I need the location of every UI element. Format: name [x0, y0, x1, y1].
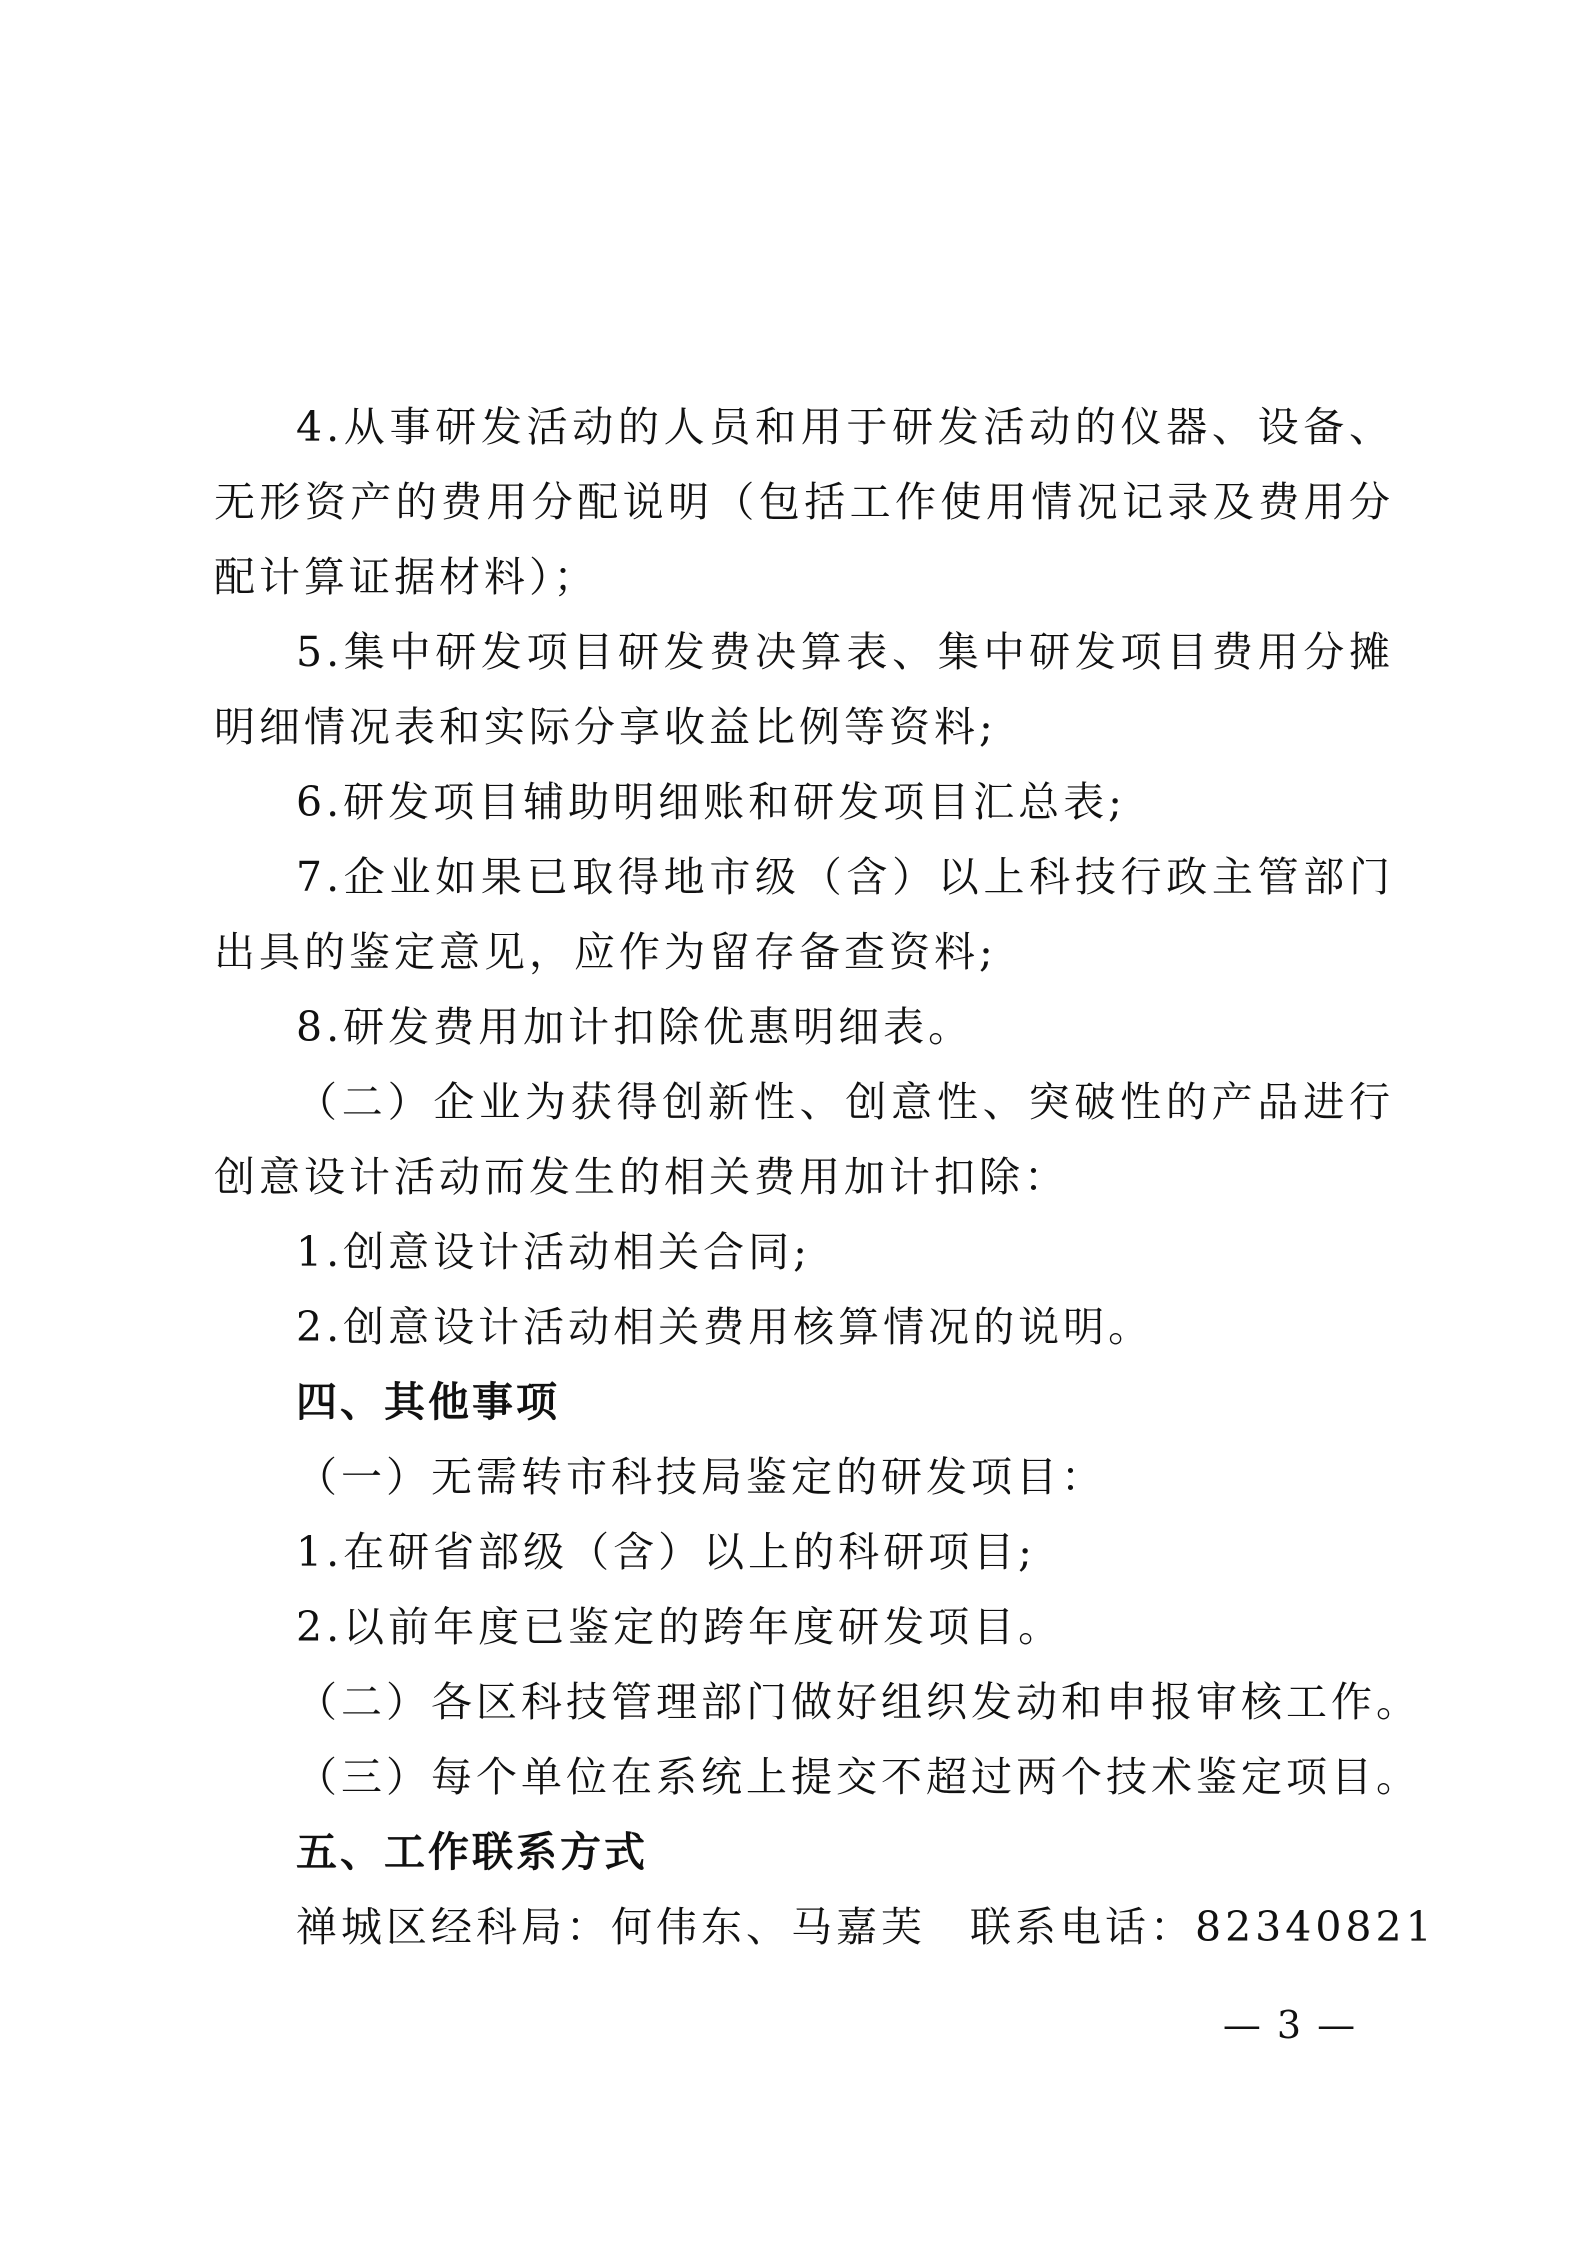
subsection-two: （二）企业为获得创新性、创意性、突破性的产品进行创意设计活动而发生的相关费用加计扣除：: [214, 1078, 1394, 1201]
paragraph-item-6: 6.研发项目辅助明细账和研发项目汇总表;: [296, 778, 1126, 826]
page-number: — 3 —: [1222, 2003, 1358, 2047]
section-four-item-1-1: 1.在研省部级（含）以上的科研项目;: [296, 1528, 1036, 1576]
paragraph-item-7: 7.企业如果已取得地市级（含）以上科技行政主管部门出具的鉴定意见，应作为留存备查资料;: [214, 853, 1394, 976]
contact-phone: 联系电话：82340821: [970, 1903, 1436, 1951]
section-four-item-1-2: 2.以前年度已鉴定的跨年度研发项目。: [296, 1603, 1064, 1651]
section-four-item-1: （一）无需转市科技局鉴定的研发项目：: [296, 1453, 1106, 1501]
section-four-heading: 四、其他事项: [296, 1378, 560, 1426]
paragraph-item-5: 5.集中研发项目研发费决算表、集中研发项目费用分摊明细情况表和实际分享收益比例等资料;: [214, 628, 1394, 751]
paragraph-item-8: 8.研发费用加计扣除优惠明细表。: [296, 1003, 974, 1051]
contact-line: [214, 1890, 1436, 1965]
paragraph-item-4: 4.从事研发活动的人员和用于研发活动的仪器、设备、无形资产的费用分配说明（包括工作使用情况记录及费用分配计算证据材料）；: [214, 403, 1394, 601]
section-four-item-3: （三）每个单位在系统上提交不超过两个技术鉴定项目。: [296, 1753, 1421, 1801]
subsection-two-item-1: 1.创意设计活动相关合同;: [296, 1228, 811, 1276]
section-four-item-2: （二）各区科技管理部门做好组织发动和申报审核工作。: [296, 1678, 1421, 1726]
section-five-heading: 五、工作联系方式: [296, 1828, 648, 1876]
document-body: [214, 390, 1436, 1965]
contact-unit: 禅城区经科局：何伟东、马嘉芙: [296, 1903, 926, 1951]
subsection-two-item-2: 2.创意设计活动相关费用核算情况的说明。: [296, 1303, 1154, 1351]
